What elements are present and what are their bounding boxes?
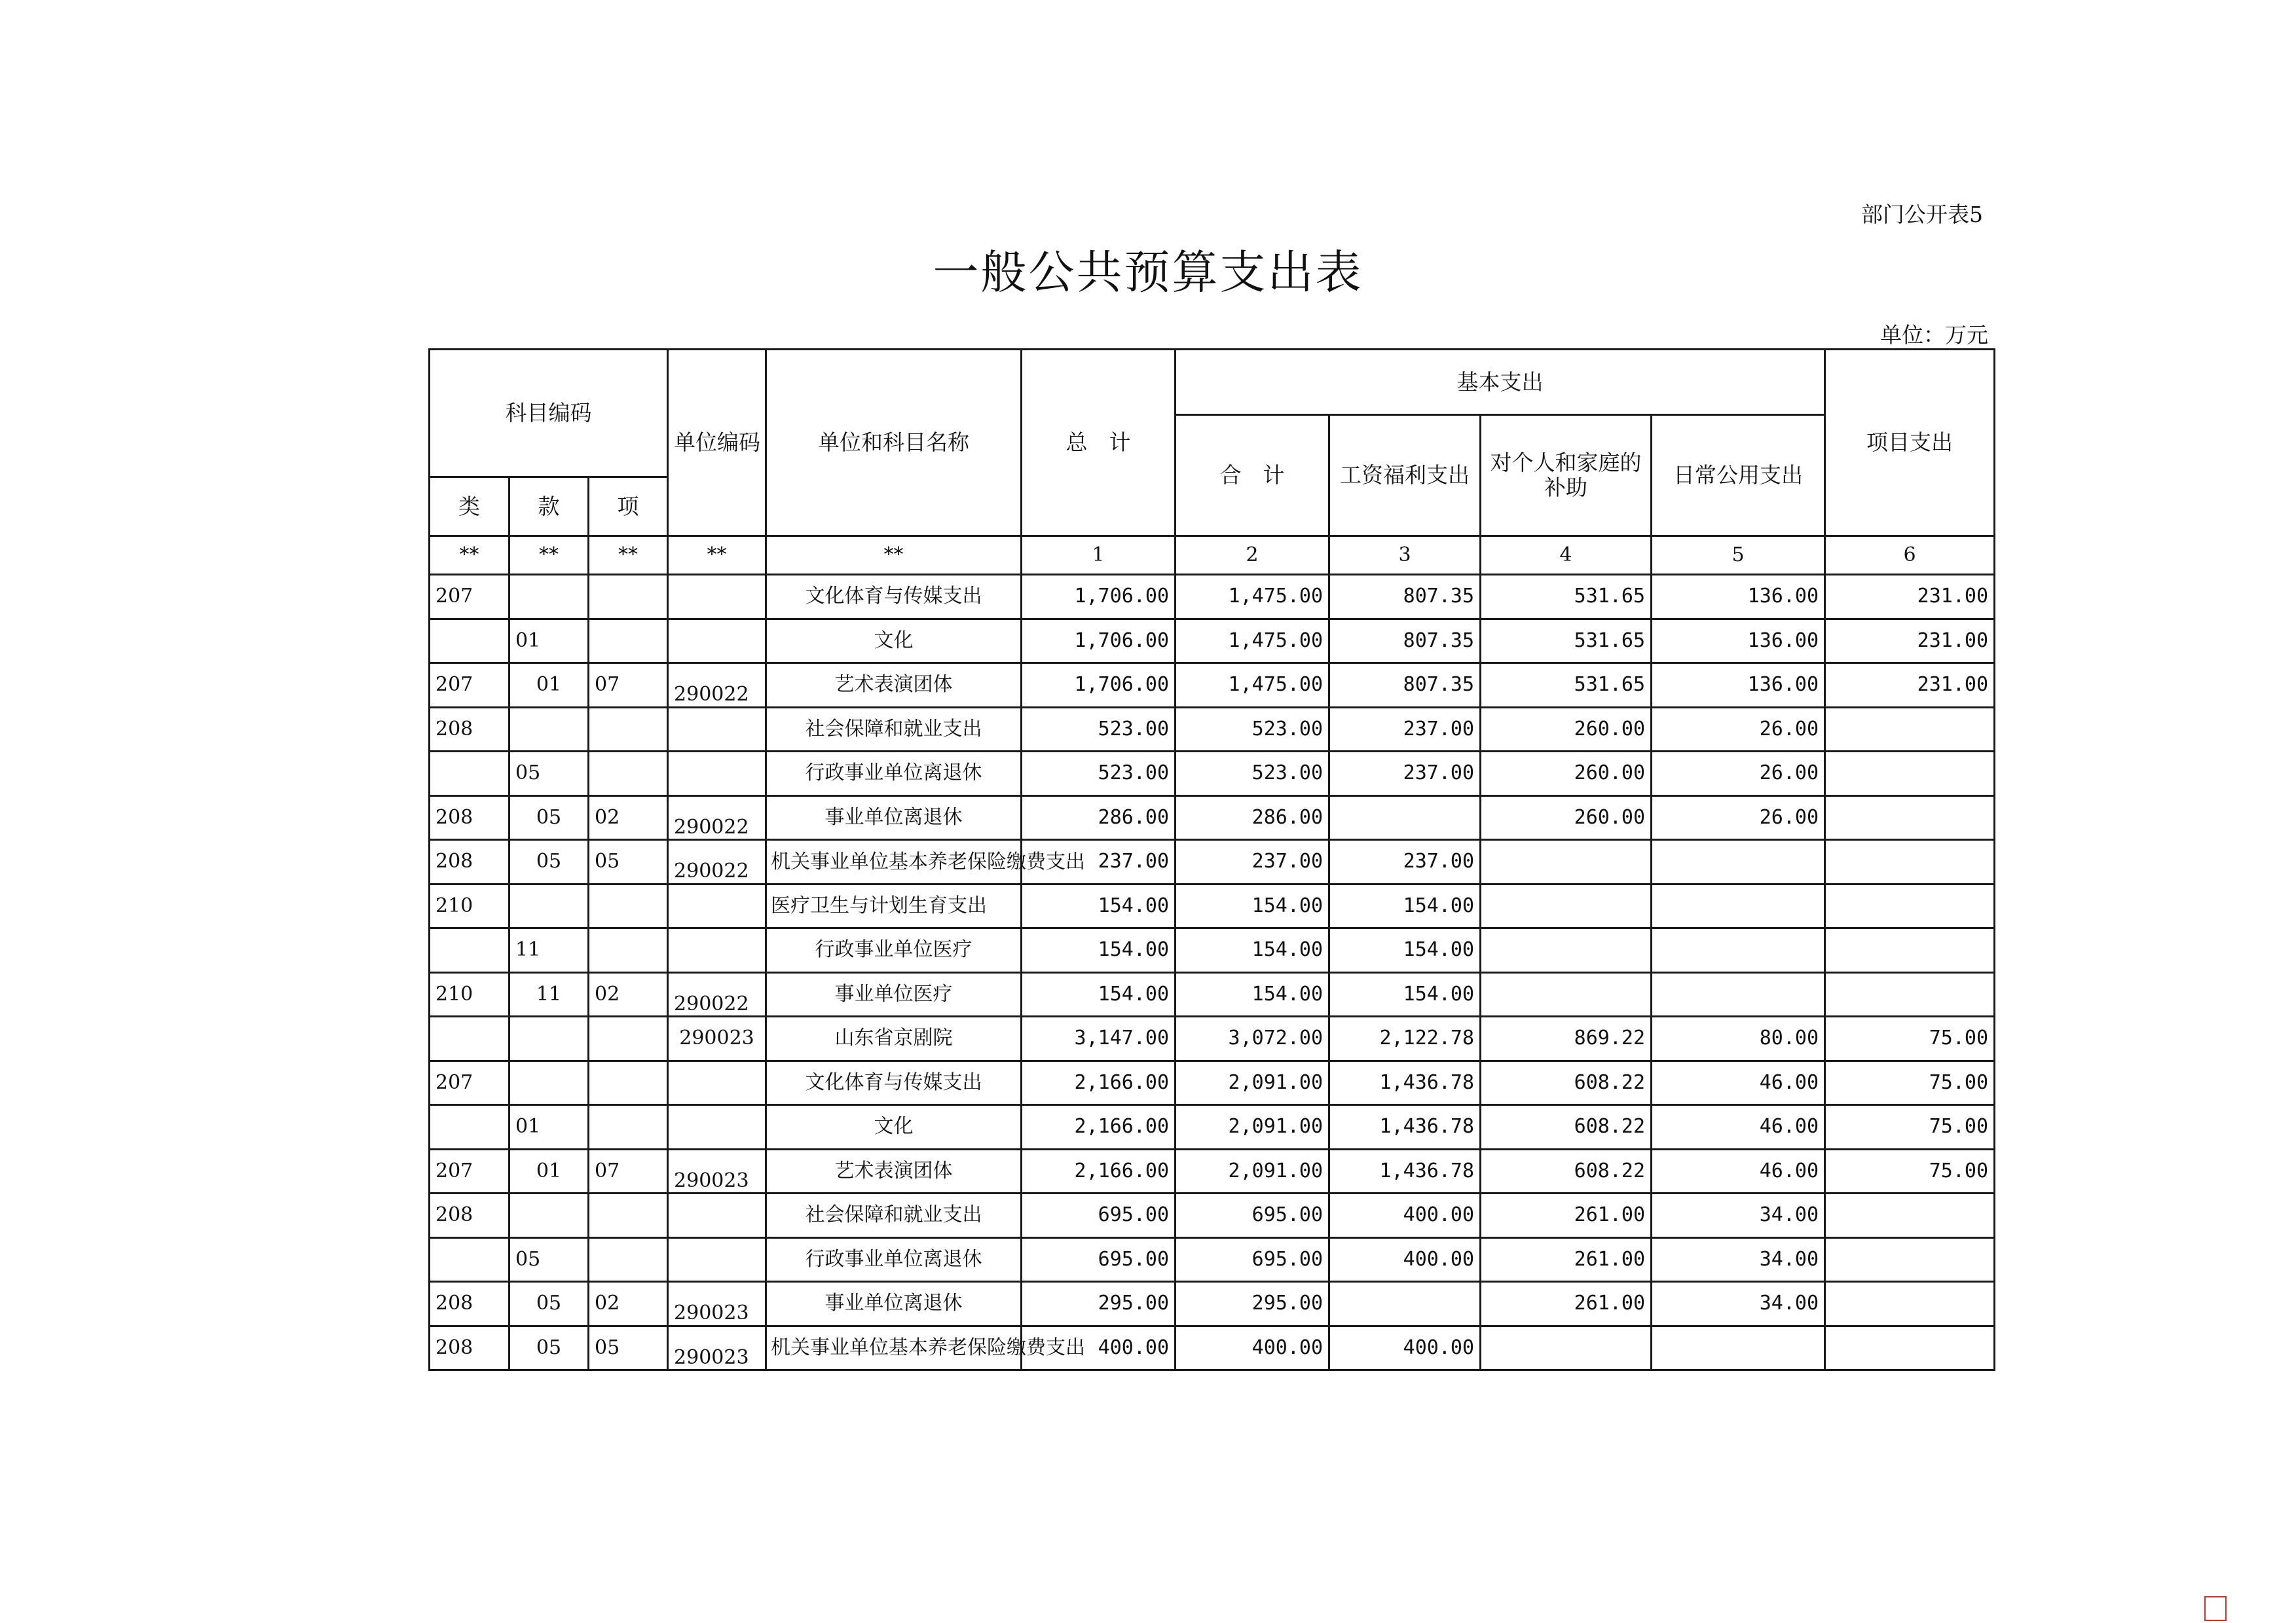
- table-header: [430, 350, 1995, 536]
- cell-subsidy: 869.22: [1481, 1017, 1652, 1061]
- cell-total: 1,706.00: [1022, 619, 1176, 663]
- cell-subsidy: [1481, 972, 1652, 1017]
- cell-xiang: 07: [589, 1149, 668, 1194]
- cell-project: 231.00: [1825, 575, 1995, 619]
- mark-cell: 3: [1329, 536, 1481, 575]
- cell-xiang: [589, 1194, 668, 1238]
- cell-subsidy: [1481, 884, 1652, 928]
- cell-kuan: 01: [509, 1105, 589, 1150]
- cell-subtotal: 523.00: [1176, 707, 1329, 752]
- cell-kuan: 01: [509, 663, 589, 708]
- cell-total: 695.00: [1022, 1237, 1176, 1282]
- cell-daily: 34.00: [1652, 1282, 1825, 1326]
- cell-subtotal: 2,091.00: [1176, 1061, 1329, 1105]
- cell-unit-code: 290023: [668, 1282, 766, 1326]
- cell-project: [1825, 840, 1995, 884]
- header-unit-code: 单位编码: [668, 350, 766, 536]
- cell-wages: 154.00: [1329, 884, 1481, 928]
- cell-daily: 136.00: [1652, 663, 1825, 708]
- cell-unit-code: 290023: [668, 1017, 766, 1061]
- cell-total: 1,706.00: [1022, 663, 1176, 708]
- cell-xiang: 07: [589, 663, 668, 708]
- cell-lei: 208: [430, 795, 509, 840]
- cell-total: 523.00: [1022, 752, 1176, 796]
- cell-subtotal: 295.00: [1176, 1282, 1329, 1326]
- table-row: [430, 884, 1995, 928]
- cell-subtotal: 154.00: [1176, 884, 1329, 928]
- cell-project: 231.00: [1825, 663, 1995, 708]
- cell-project: 75.00: [1825, 1061, 1995, 1105]
- table-row: [430, 1326, 1995, 1370]
- cell-project: [1825, 1326, 1995, 1370]
- cell-total: 154.00: [1022, 928, 1176, 973]
- mark-cell: **: [668, 536, 766, 575]
- cell-project: [1825, 752, 1995, 796]
- cell-name: 事业单位离退休: [766, 795, 1022, 840]
- cell-kuan: 05: [509, 840, 589, 884]
- cell-daily: 136.00: [1652, 575, 1825, 619]
- cell-wages: 1,436.78: [1329, 1149, 1481, 1194]
- cell-lei: 210: [430, 884, 509, 928]
- table-row: [430, 1105, 1995, 1150]
- cell-lei: 207: [430, 1149, 509, 1194]
- cell-wages: 2,122.78: [1329, 1017, 1481, 1061]
- cell-kuan: 01: [509, 619, 589, 663]
- unit-label: 单位：万元: [1880, 322, 1988, 348]
- cell-wages: 807.35: [1329, 575, 1481, 619]
- cell-project: 75.00: [1825, 1105, 1995, 1150]
- cell-wages: 237.00: [1329, 707, 1481, 752]
- cell-wages: 807.35: [1329, 619, 1481, 663]
- cell-name: 行政事业单位医疗: [766, 928, 1022, 973]
- cell-daily: [1652, 928, 1825, 973]
- cell-xiang: [589, 1017, 668, 1061]
- cell-kuan: 05: [509, 1237, 589, 1282]
- header-basic: 基本支出: [1176, 350, 1825, 415]
- table-row: [430, 1017, 1995, 1061]
- cell-project: 75.00: [1825, 1017, 1995, 1061]
- cell-daily: 34.00: [1652, 1237, 1825, 1282]
- cell-name: 文化: [766, 619, 1022, 663]
- cell-name: 社会保障和就业支出: [766, 707, 1022, 752]
- cell-subsidy: 531.65: [1481, 619, 1652, 663]
- cell-daily: 34.00: [1652, 1194, 1825, 1238]
- cell-unit-code: [668, 619, 766, 663]
- cell-wages: [1329, 1282, 1481, 1326]
- cell-unit-code: [668, 575, 766, 619]
- cell-unit-code: [668, 1237, 766, 1282]
- cell-wages: 1,436.78: [1329, 1105, 1481, 1150]
- cell-lei: [430, 928, 509, 973]
- header-subject-code: 科目编码: [430, 350, 668, 477]
- cell-subsidy: 608.22: [1481, 1149, 1652, 1194]
- cell-daily: 80.00: [1652, 1017, 1825, 1061]
- cell-xiang: [589, 619, 668, 663]
- cell-subsidy: [1481, 840, 1652, 884]
- cell-subsidy: 261.00: [1481, 1237, 1652, 1282]
- table-number: 部门公开表5: [1861, 202, 1983, 227]
- cell-subsidy: 261.00: [1481, 1194, 1652, 1238]
- cell-daily: 136.00: [1652, 619, 1825, 663]
- cell-lei: 208: [430, 707, 509, 752]
- mark-cell: 4: [1481, 536, 1652, 575]
- cell-subsidy: 261.00: [1481, 1282, 1652, 1326]
- cell-xiang: 05: [589, 1326, 668, 1370]
- cell-daily: 46.00: [1652, 1061, 1825, 1105]
- cell-unit-code: [668, 928, 766, 973]
- cell-subtotal: 154.00: [1176, 972, 1329, 1017]
- cell-name: 文化体育与传媒支出: [766, 575, 1022, 619]
- mark-cell: 6: [1825, 536, 1995, 575]
- cell-daily: [1652, 884, 1825, 928]
- mark-row: [430, 536, 1995, 575]
- cell-subtotal: 154.00: [1176, 928, 1329, 973]
- cell-lei: 208: [430, 840, 509, 884]
- cell-unit-code: 290023: [668, 1149, 766, 1194]
- cell-subtotal: 2,091.00: [1176, 1149, 1329, 1194]
- mark-cell: **: [766, 536, 1022, 575]
- cell-xiang: 02: [589, 1282, 668, 1326]
- cell-total: 2,166.00: [1022, 1061, 1176, 1105]
- cell-name: 医疗卫生与计划生育支出: [766, 884, 1022, 928]
- cell-subsidy: 608.22: [1481, 1105, 1652, 1150]
- cell-xiang: [589, 707, 668, 752]
- mark-cell: **: [589, 536, 668, 575]
- header-xiang: 项: [589, 477, 668, 536]
- cell-name: 文化体育与传媒支出: [766, 1061, 1022, 1105]
- cell-lei: 208: [430, 1194, 509, 1238]
- cell-subtotal: 1,475.00: [1176, 575, 1329, 619]
- cell-project: [1825, 1282, 1995, 1326]
- cell-kuan: [509, 1194, 589, 1238]
- table-row: [430, 619, 1995, 663]
- cell-name: 艺术表演团体: [766, 663, 1022, 708]
- cell-name: 文化: [766, 1105, 1022, 1150]
- table-row: [430, 928, 1995, 973]
- cell-kuan: 11: [509, 972, 589, 1017]
- cell-kuan: 01: [509, 1149, 589, 1194]
- cell-name: 社会保障和就业支出: [766, 1194, 1022, 1238]
- cell-lei: 210: [430, 972, 509, 1017]
- cell-wages: 400.00: [1329, 1194, 1481, 1238]
- cell-lei: 207: [430, 663, 509, 708]
- cell-subtotal: 400.00: [1176, 1326, 1329, 1370]
- cell-subsidy: 260.00: [1481, 707, 1652, 752]
- header-name: 单位和科目名称: [766, 350, 1022, 536]
- cell-subtotal: 695.00: [1176, 1237, 1329, 1282]
- table-row: [430, 752, 1995, 796]
- cell-project: [1825, 795, 1995, 840]
- cell-kuan: [509, 884, 589, 928]
- cell-unit-code: 290022: [668, 795, 766, 840]
- cell-subtotal: 2,091.00: [1176, 1105, 1329, 1150]
- cell-kuan: 05: [509, 752, 589, 796]
- header-daily: 日常公用支出: [1652, 415, 1825, 536]
- page-title: 一般公共预算支出表: [933, 246, 1363, 299]
- cell-kuan: 11: [509, 928, 589, 973]
- cell-total: 154.00: [1022, 972, 1176, 1017]
- cell-xiang: [589, 928, 668, 973]
- table-row: [430, 1061, 1995, 1105]
- cell-daily: 46.00: [1652, 1105, 1825, 1150]
- cell-total: 286.00: [1022, 795, 1176, 840]
- cell-total: 1,706.00: [1022, 575, 1176, 619]
- cell-project: [1825, 884, 1995, 928]
- cell-subsidy: 260.00: [1481, 752, 1652, 796]
- cell-kuan: [509, 575, 589, 619]
- table-row: [430, 663, 1995, 708]
- cell-daily: [1652, 1326, 1825, 1370]
- table-row: [430, 1237, 1995, 1282]
- cell-xiang: [589, 752, 668, 796]
- cell-xiang: [589, 1237, 668, 1282]
- cell-unit-code: 290022: [668, 972, 766, 1017]
- cell-subtotal: 286.00: [1176, 795, 1329, 840]
- cell-subsidy: 260.00: [1481, 795, 1652, 840]
- cell-lei: 207: [430, 575, 509, 619]
- table-row: [430, 1194, 1995, 1238]
- cell-unit-code: [668, 707, 766, 752]
- cell-xiang: [589, 575, 668, 619]
- cell-subtotal: 1,475.00: [1176, 663, 1329, 708]
- table-row: [430, 1149, 1995, 1194]
- cell-lei: [430, 1105, 509, 1150]
- cell-project: [1825, 1237, 1995, 1282]
- header-project: 项目支出: [1825, 350, 1995, 536]
- cell-unit-code: [668, 752, 766, 796]
- cell-subsidy: 608.22: [1481, 1061, 1652, 1105]
- cell-unit-code: 290022: [668, 663, 766, 708]
- table-row: [430, 1282, 1995, 1326]
- mark-cell: 2: [1176, 536, 1329, 575]
- cell-xiang: 02: [589, 972, 668, 1017]
- cell-subsidy: [1481, 928, 1652, 973]
- cell-daily: [1652, 840, 1825, 884]
- cell-total: 154.00: [1022, 884, 1176, 928]
- cell-lei: 208: [430, 1326, 509, 1370]
- cell-kuan: [509, 1017, 589, 1061]
- cell-wages: 400.00: [1329, 1326, 1481, 1370]
- cell-lei: [430, 752, 509, 796]
- cell-lei: 208: [430, 1282, 509, 1326]
- cell-subtotal: 237.00: [1176, 840, 1329, 884]
- cell-unit-code: [668, 1105, 766, 1150]
- cell-total: 237.00: [1022, 840, 1176, 884]
- cell-unit-code: [668, 884, 766, 928]
- cell-name: 艺术表演团体: [766, 1149, 1022, 1194]
- cell-xiang: 02: [589, 795, 668, 840]
- cell-name: 行政事业单位离退休: [766, 752, 1022, 796]
- header-lei: 类: [430, 477, 509, 536]
- cell-project: 231.00: [1825, 619, 1995, 663]
- header-kuan: 款: [509, 477, 589, 536]
- cell-kuan: 05: [509, 795, 589, 840]
- cell-total: 400.00: [1022, 1326, 1176, 1370]
- cell-subsidy: 531.65: [1481, 663, 1652, 708]
- cell-lei: [430, 1017, 509, 1061]
- cell-total: 695.00: [1022, 1194, 1176, 1238]
- mark-cell: **: [509, 536, 589, 575]
- cell-lei: 207: [430, 1061, 509, 1105]
- mark-row-group: [430, 536, 1995, 575]
- cell-daily: [1652, 972, 1825, 1017]
- table-body: [430, 575, 1995, 1370]
- cell-total: 2,166.00: [1022, 1149, 1176, 1194]
- header-wages: 工资福利支出: [1329, 415, 1481, 536]
- table-row: [430, 795, 1995, 840]
- cell-wages: 1,436.78: [1329, 1061, 1481, 1105]
- cell-subsidy: 531.65: [1481, 575, 1652, 619]
- cell-unit-code: [668, 1061, 766, 1105]
- cell-xiang: 05: [589, 840, 668, 884]
- cell-daily: 26.00: [1652, 707, 1825, 752]
- header-subsidy: 对个人和家庭的补助: [1481, 415, 1652, 536]
- cell-wages: 400.00: [1329, 1237, 1481, 1282]
- table-row: [430, 707, 1995, 752]
- mark-cell: **: [430, 536, 509, 575]
- mark-cell: 1: [1022, 536, 1176, 575]
- cell-project: [1825, 707, 1995, 752]
- cell-wages: [1329, 795, 1481, 840]
- cell-subtotal: 523.00: [1176, 752, 1329, 796]
- cell-name: 机关事业单位基本养老保险缴费支出: [766, 840, 1022, 884]
- mark-cell: 5: [1652, 536, 1825, 575]
- cell-xiang: [589, 884, 668, 928]
- table-row: [430, 575, 1995, 619]
- cell-xiang: [589, 1105, 668, 1150]
- cell-daily: 46.00: [1652, 1149, 1825, 1194]
- cell-kuan: [509, 707, 589, 752]
- cell-name: 事业单位离退休: [766, 1282, 1022, 1326]
- cell-project: [1825, 972, 1995, 1017]
- cell-wages: 807.35: [1329, 663, 1481, 708]
- cell-xiang: [589, 1061, 668, 1105]
- cell-name: 行政事业单位离退休: [766, 1237, 1022, 1282]
- cell-total: 523.00: [1022, 707, 1176, 752]
- table-row: [430, 972, 1995, 1017]
- cell-project: 75.00: [1825, 1149, 1995, 1194]
- cell-subtotal: 3,072.00: [1176, 1017, 1329, 1061]
- cell-wages: 237.00: [1329, 840, 1481, 884]
- cell-unit-code: [668, 1194, 766, 1238]
- cell-kuan: [509, 1061, 589, 1105]
- header-total: 总 计: [1022, 350, 1176, 536]
- cell-daily: 26.00: [1652, 795, 1825, 840]
- cell-subtotal: 1,475.00: [1176, 619, 1329, 663]
- table-row: [430, 840, 1995, 884]
- cell-subtotal: 695.00: [1176, 1194, 1329, 1238]
- cell-wages: 237.00: [1329, 752, 1481, 796]
- cell-lei: [430, 619, 509, 663]
- cell-unit-code: 290023: [668, 1326, 766, 1370]
- cell-daily: 26.00: [1652, 752, 1825, 796]
- cell-project: [1825, 1194, 1995, 1238]
- cell-name: 事业单位医疗: [766, 972, 1022, 1017]
- cell-wages: 154.00: [1329, 972, 1481, 1017]
- cell-project: [1825, 928, 1995, 973]
- stamp-mark: [2204, 1596, 2227, 1621]
- cell-total: 3,147.00: [1022, 1017, 1176, 1061]
- cell-total: 2,166.00: [1022, 1105, 1176, 1150]
- cell-lei: [430, 1237, 509, 1282]
- cell-kuan: 05: [509, 1282, 589, 1326]
- cell-name: 机关事业单位基本养老保险缴费支出: [766, 1326, 1022, 1370]
- cell-subsidy: [1481, 1326, 1652, 1370]
- cell-kuan: 05: [509, 1326, 589, 1370]
- cell-total: 295.00: [1022, 1282, 1176, 1326]
- cell-wages: 154.00: [1329, 928, 1481, 973]
- cell-unit-code: 290022: [668, 840, 766, 884]
- budget-table: [428, 348, 1995, 1371]
- header-subtotal: 合 计: [1176, 415, 1329, 536]
- cell-name: 山东省京剧院: [766, 1017, 1022, 1061]
